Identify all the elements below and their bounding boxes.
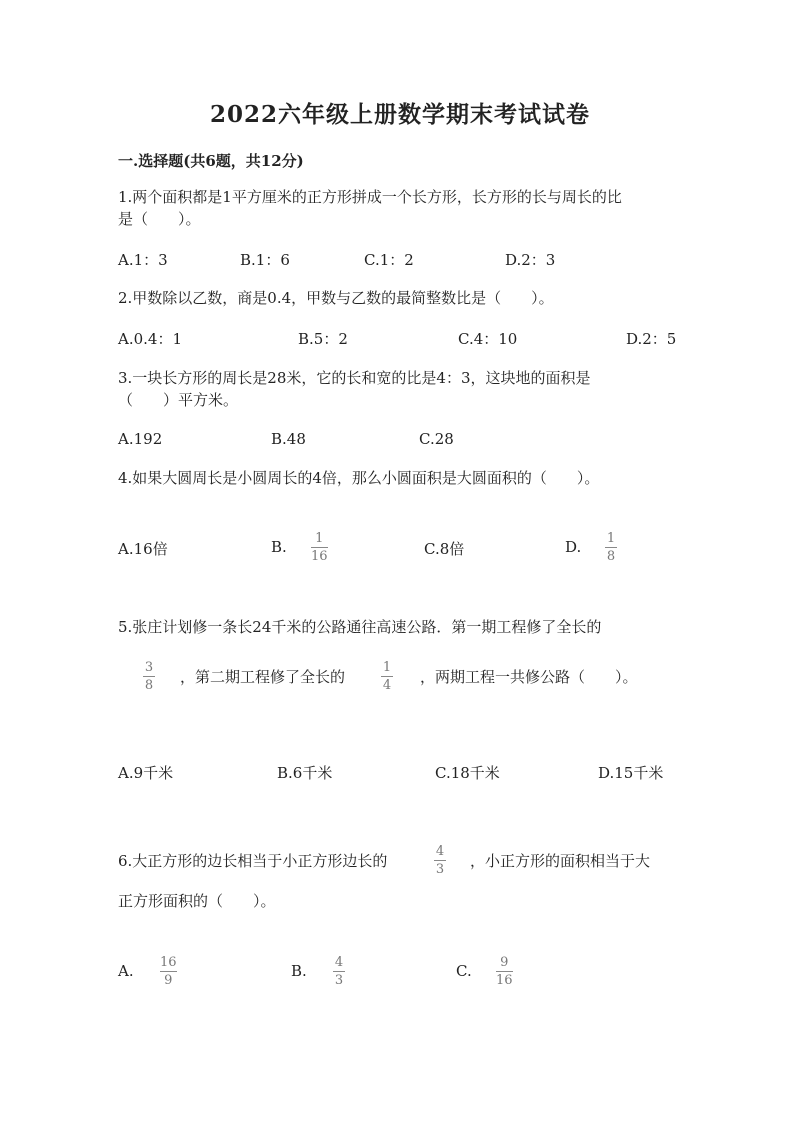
fraction-bar xyxy=(160,971,177,972)
fraction-denominator: 8 xyxy=(606,549,616,564)
question-3-text-cont: （ ）平方米。 xyxy=(118,391,239,409)
q4-option-d-fraction xyxy=(605,531,617,564)
question-2-text: 2.甲数除以乙数，商是0.4，甲数与乙数的最简整数比是（ ）。 xyxy=(118,289,554,307)
q6-option-c-label: C. xyxy=(456,962,472,980)
q6-option-b-fraction xyxy=(333,955,345,988)
q1-option-b: B.1：6 xyxy=(240,251,290,269)
q1-option-a: A.1：3 xyxy=(118,251,168,269)
q3-option-b: B.48 xyxy=(271,430,306,448)
question-1-text: 1.两个面积都是1平方厘米的正方形拼成一个长方形，长方形的长与周长的比 xyxy=(118,188,622,206)
fraction-denominator: 3 xyxy=(435,862,445,877)
q5-option-d: D.15千米 xyxy=(598,764,664,782)
fraction-numerator: 3 xyxy=(144,660,154,675)
q5-option-a: A.9千米 xyxy=(118,764,174,782)
fraction-numerator: 1 xyxy=(382,660,392,675)
fraction-bar xyxy=(333,971,345,972)
q2-option-a: A.0.4：1 xyxy=(118,330,182,348)
q6-fraction xyxy=(434,844,446,877)
fraction-numerator: 4 xyxy=(435,844,445,859)
q1-option-c: C.1：2 xyxy=(364,251,414,269)
q6-option-c-fraction xyxy=(496,955,513,988)
q4-option-d-label: D. xyxy=(565,538,582,556)
fraction-numerator: 16 xyxy=(160,955,177,970)
q4-option-a: A.16倍 xyxy=(118,540,168,558)
q6-option-a-label: A. xyxy=(118,962,134,980)
page-title: 2022六年级上册数学期末考试试卷 xyxy=(209,101,590,128)
question-4-text: 4.如果大圆周长是小圆周长的4倍，那么小圆面积是大圆面积的（ ）。 xyxy=(118,469,600,487)
q1-option-d: D.2：3 xyxy=(505,251,556,269)
fraction-denominator: 16 xyxy=(496,973,513,988)
question-5-text: 5.张庄计划修一条长24千米的公路通往高速公路．第一期工程修了全长的 xyxy=(118,618,602,636)
fraction-denominator: 8 xyxy=(144,678,154,693)
question-6-text-cont: 正方形面积的（ ）。 xyxy=(118,892,276,910)
fraction-bar xyxy=(496,971,513,972)
q5-fraction-1 xyxy=(143,660,155,693)
q3-option-a: A.192 xyxy=(118,430,163,448)
fraction-numerator: 1 xyxy=(606,531,616,546)
q4-option-c: C.8倍 xyxy=(424,540,465,558)
fraction-bar xyxy=(311,547,328,548)
question-6-text-post: ，小正方形的面积相当于大 xyxy=(470,852,651,870)
q5-option-b: B.6千米 xyxy=(277,764,333,782)
q4-option-b-label: B. xyxy=(271,538,287,556)
fraction-numerator: 9 xyxy=(500,955,509,970)
q3-option-c: C.28 xyxy=(419,430,454,448)
q5-fraction-2 xyxy=(381,660,393,693)
fraction-bar xyxy=(381,676,393,677)
q5-option-c: C.18千米 xyxy=(435,764,500,782)
question-5-text-end: ，两期工程一共修公路（ ）。 xyxy=(420,668,638,686)
section-heading: 一.选择题(共6题，共12分) xyxy=(118,152,304,170)
fraction-denominator: 3 xyxy=(334,973,344,988)
fraction-bar xyxy=(434,860,446,861)
q6-option-b-label: B. xyxy=(291,962,307,980)
q4-option-b-fraction xyxy=(311,531,328,564)
q2-option-c: C.4：10 xyxy=(458,330,518,348)
fraction-bar xyxy=(605,547,617,548)
q6-option-a-fraction xyxy=(160,955,177,988)
fraction-denominator: 9 xyxy=(164,973,173,988)
q2-option-d: D.2：5 xyxy=(626,330,677,348)
fraction-numerator: 4 xyxy=(334,955,344,970)
question-6-text: 6.大正方形的边长相当于小正方形边长的 xyxy=(118,852,388,870)
question-1-text-cont: 是（ ）。 xyxy=(118,210,201,228)
fraction-bar xyxy=(143,676,155,677)
question-3-text: 3.一块长方形的周长是28米，它的长和宽的比是4：3，这块地的面积是 xyxy=(118,369,591,387)
q2-option-b: B.5：2 xyxy=(298,330,348,348)
question-5-text-mid: ，第二期工程修了全长的 xyxy=(180,668,346,686)
fraction-denominator: 4 xyxy=(382,678,392,693)
fraction-denominator: 16 xyxy=(311,549,328,564)
fraction-numerator: 1 xyxy=(315,531,324,546)
